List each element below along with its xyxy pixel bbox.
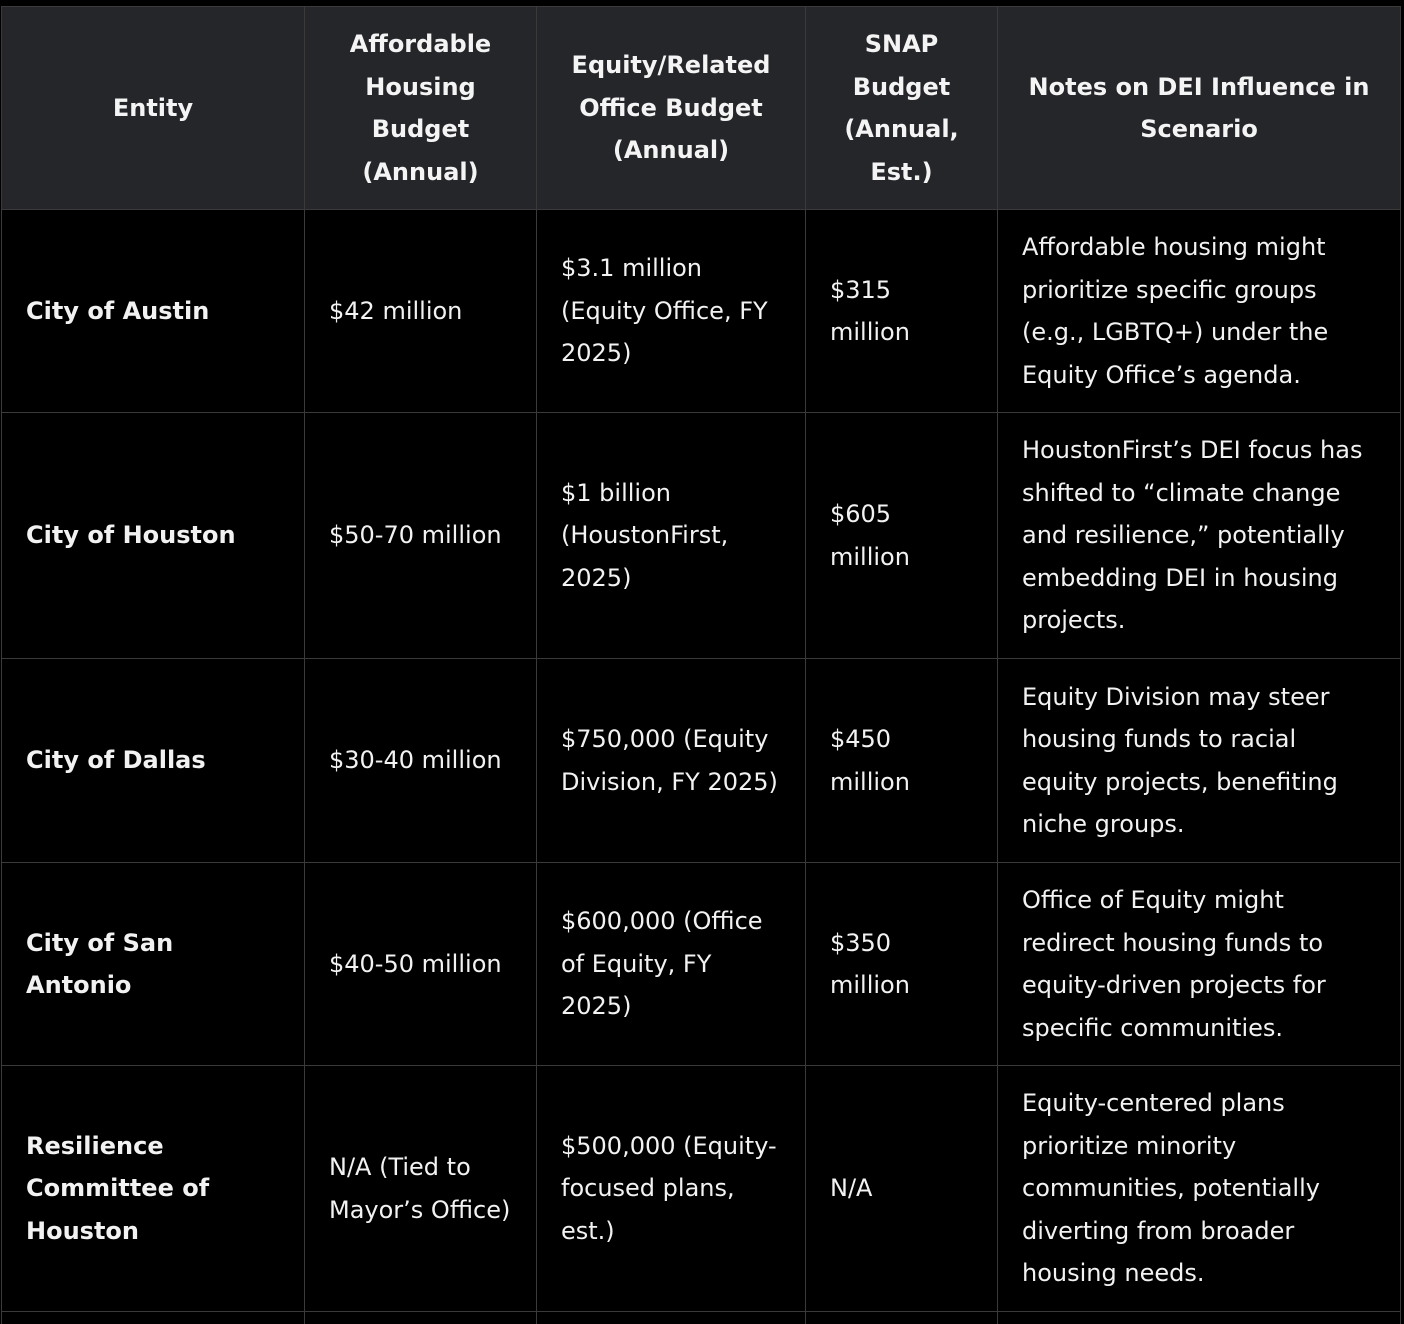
entity-cell: City of Houston	[2, 413, 305, 659]
header-dei-notes: Notes on DEI Influence in Scenario	[998, 7, 1401, 210]
snap-budget-cell: N/A	[806, 1066, 998, 1312]
housing-budget-cell: $42 million	[305, 210, 537, 413]
entity-cell: City of San Antonio	[2, 863, 305, 1066]
table-header-row	[2, 7, 1401, 210]
snap-budget-cell: $315 million	[806, 210, 998, 413]
header-affordable-housing-budget: Affordable Housing Budget (Annual)	[305, 7, 537, 210]
housing-budget-cell: $40-50 million	[305, 863, 537, 1066]
entity-cell: Resilience Committee of Houston	[2, 1066, 305, 1312]
equity-budget-cell: $1 billion (HoustonFirst, 2025)	[537, 413, 806, 659]
table-row	[2, 210, 1401, 413]
snap-budget-cell: $350 million	[806, 863, 998, 1066]
table-row	[2, 863, 1401, 1066]
empty-cell	[537, 1312, 806, 1324]
equity-budget-cell: $750,000 (Equity Division, FY 2025)	[537, 659, 806, 863]
empty-cell	[806, 1312, 998, 1324]
budget-table	[1, 6, 1401, 1324]
notes-cell: HoustonFirst’s DEI focus has shifted to “climate change and resilience,” potentially embedding DEI in housing projects.	[998, 413, 1401, 659]
equity-budget-cell: $3.1 million (Equity Office, FY 2025)	[537, 210, 806, 413]
housing-budget-cell: $50-70 million	[305, 413, 537, 659]
housing-budget-cell: $30-40 million	[305, 659, 537, 863]
entity-cell: City of Austin	[2, 210, 305, 413]
equity-budget-cell: $500,000 (Equity-focused plans, est.)	[537, 1066, 806, 1312]
header-entity: Entity	[2, 7, 305, 210]
notes-cell: Office of Equity might redirect housing funds to equity-driven projects for specific communities.	[998, 863, 1401, 1066]
equity-budget-cell: $600,000 (Office of Equity, FY 2025)	[537, 863, 806, 1066]
empty-cell	[305, 1312, 537, 1324]
snap-budget-cell: $605 million	[806, 413, 998, 659]
table-row	[2, 413, 1401, 659]
table-row	[2, 1066, 1401, 1312]
snap-budget-cell: $450 million	[806, 659, 998, 863]
table-row-partial	[2, 1312, 1401, 1324]
housing-budget-cell: N/A (Tied to Mayor’s Office)	[305, 1066, 537, 1312]
entity-cell: City of Dallas	[2, 659, 305, 863]
header-equity-office-budget: Equity/Related Office Budget (Annual)	[537, 7, 806, 210]
notes-cell: Equity Division may steer housing funds to racial equity projects, benefiting niche groups.	[998, 659, 1401, 863]
table-row	[2, 659, 1401, 863]
notes-cell: Equity-centered plans prioritize minority communities, potentially diverting from broader housing needs.	[998, 1066, 1401, 1312]
header-snap-budget: SNAP Budget (Annual, Est.)	[806, 7, 998, 210]
notes-cell: Affordable housing might prioritize specific groups (e.g., LGBTQ+) under the Equity Office’s agenda.	[998, 210, 1401, 413]
empty-cell	[998, 1312, 1401, 1324]
empty-cell	[2, 1312, 305, 1324]
